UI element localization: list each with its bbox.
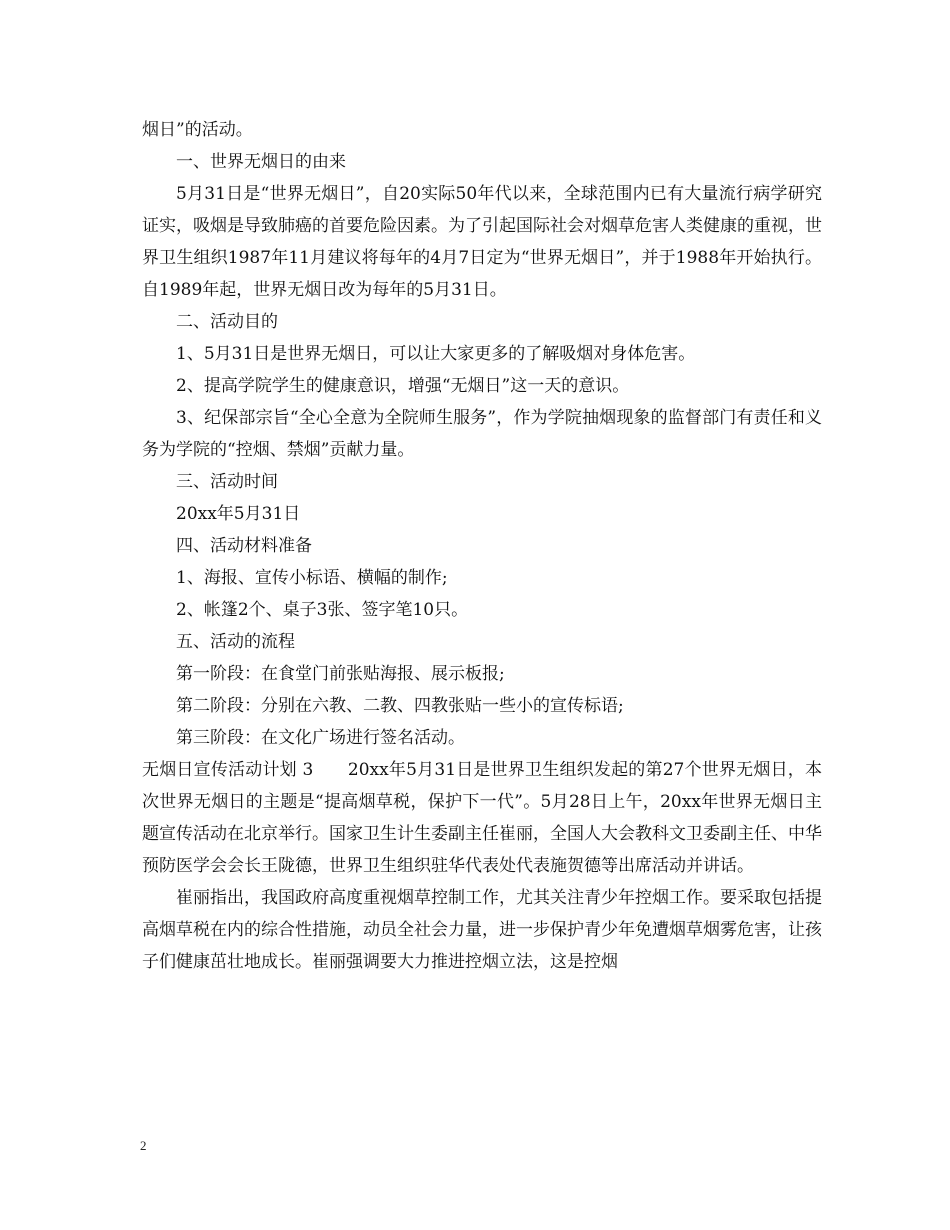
paragraph: 烟日”的活动。 bbox=[142, 120, 253, 140]
paragraph: 1、海报、宣传小标语、横幅的制作; bbox=[176, 568, 448, 588]
paragraph: 一、世界无烟日的由来 bbox=[176, 152, 346, 172]
paragraph: 20xx年5月31日 bbox=[176, 504, 301, 524]
paragraph: 2、帐篷2个、桌子3张、签字笔10只。 bbox=[176, 600, 469, 620]
paragraph: 无烟日宣传活动计划 3 20xx年5月31日是世界卫生组织发起的第27个世界无烟日，本次世界无烟日的主题是“提高烟草税，保护下一代”。5月28日上午，20xx年世界无烟日主题宣传活动在北京举行。国家卫生计生委副主任崔丽，全国人大会教科文卫委副主任、中华预防医学会会长王陇德，世界卫生组织驻华代表处代表施贺德等出席活动并讲话。 bbox=[142, 760, 822, 876]
paragraph: 2、提高学院学生的健康意识，增强“无烟日”这一天的意识。 bbox=[176, 376, 630, 396]
paragraph: 1、5月31日是世界无烟日，可以让大家更多的了解吸烟对身体危害。 bbox=[176, 344, 696, 364]
page-number: 2 bbox=[140, 1138, 147, 1153]
paragraph: 第一阶段：在食堂门前张贴海报、展示板报; bbox=[176, 664, 505, 684]
paragraph: 二、活动目的 bbox=[176, 312, 278, 332]
paragraph: 四、活动材料准备 bbox=[176, 536, 312, 556]
body-text bbox=[142, 114, 822, 978]
paragraph: 崔丽指出，我国政府高度重视烟草控制工作，尤其关注青少年控烟工作。要采取包括提高烟草税在内的综合性措施，动员全社会力量，进一步保护青少年免遭烟草烟雾危害，让孩子们健康茁壮地成长。崔丽强调要大力推进控烟立法，这是控烟 bbox=[142, 888, 822, 972]
paragraph: 五、活动的流程 bbox=[176, 632, 295, 652]
paragraph: 第二阶段：分别在六教、二教、四教张贴一些小的宣传标语; bbox=[176, 696, 624, 716]
paragraph: 三、活动时间 bbox=[176, 472, 278, 492]
paragraph: 3、纪保部宗旨“全心全意为全院师生服务”，作为学院抽烟现象的监督部门有责任和义务为学院的“控烟、禁烟”贡献力量。 bbox=[142, 408, 822, 460]
paragraph: 第三阶段：在文化广场进行签名活动。 bbox=[176, 728, 465, 748]
paragraph: 5月31日是“世界无烟日”，自20实际50年代以来，全球范围内已有大量流行病学研究证实，吸烟是导致肺癌的首要危险因素。为了引起国际社会对烟草危害人类健康的重视，世界卫生组织1987年11月建议将每年的4月7日定为“世界无烟日”，并于1988年开始执行。自1989年起，世界无烟日改为每年的5月31日。 bbox=[142, 184, 822, 300]
